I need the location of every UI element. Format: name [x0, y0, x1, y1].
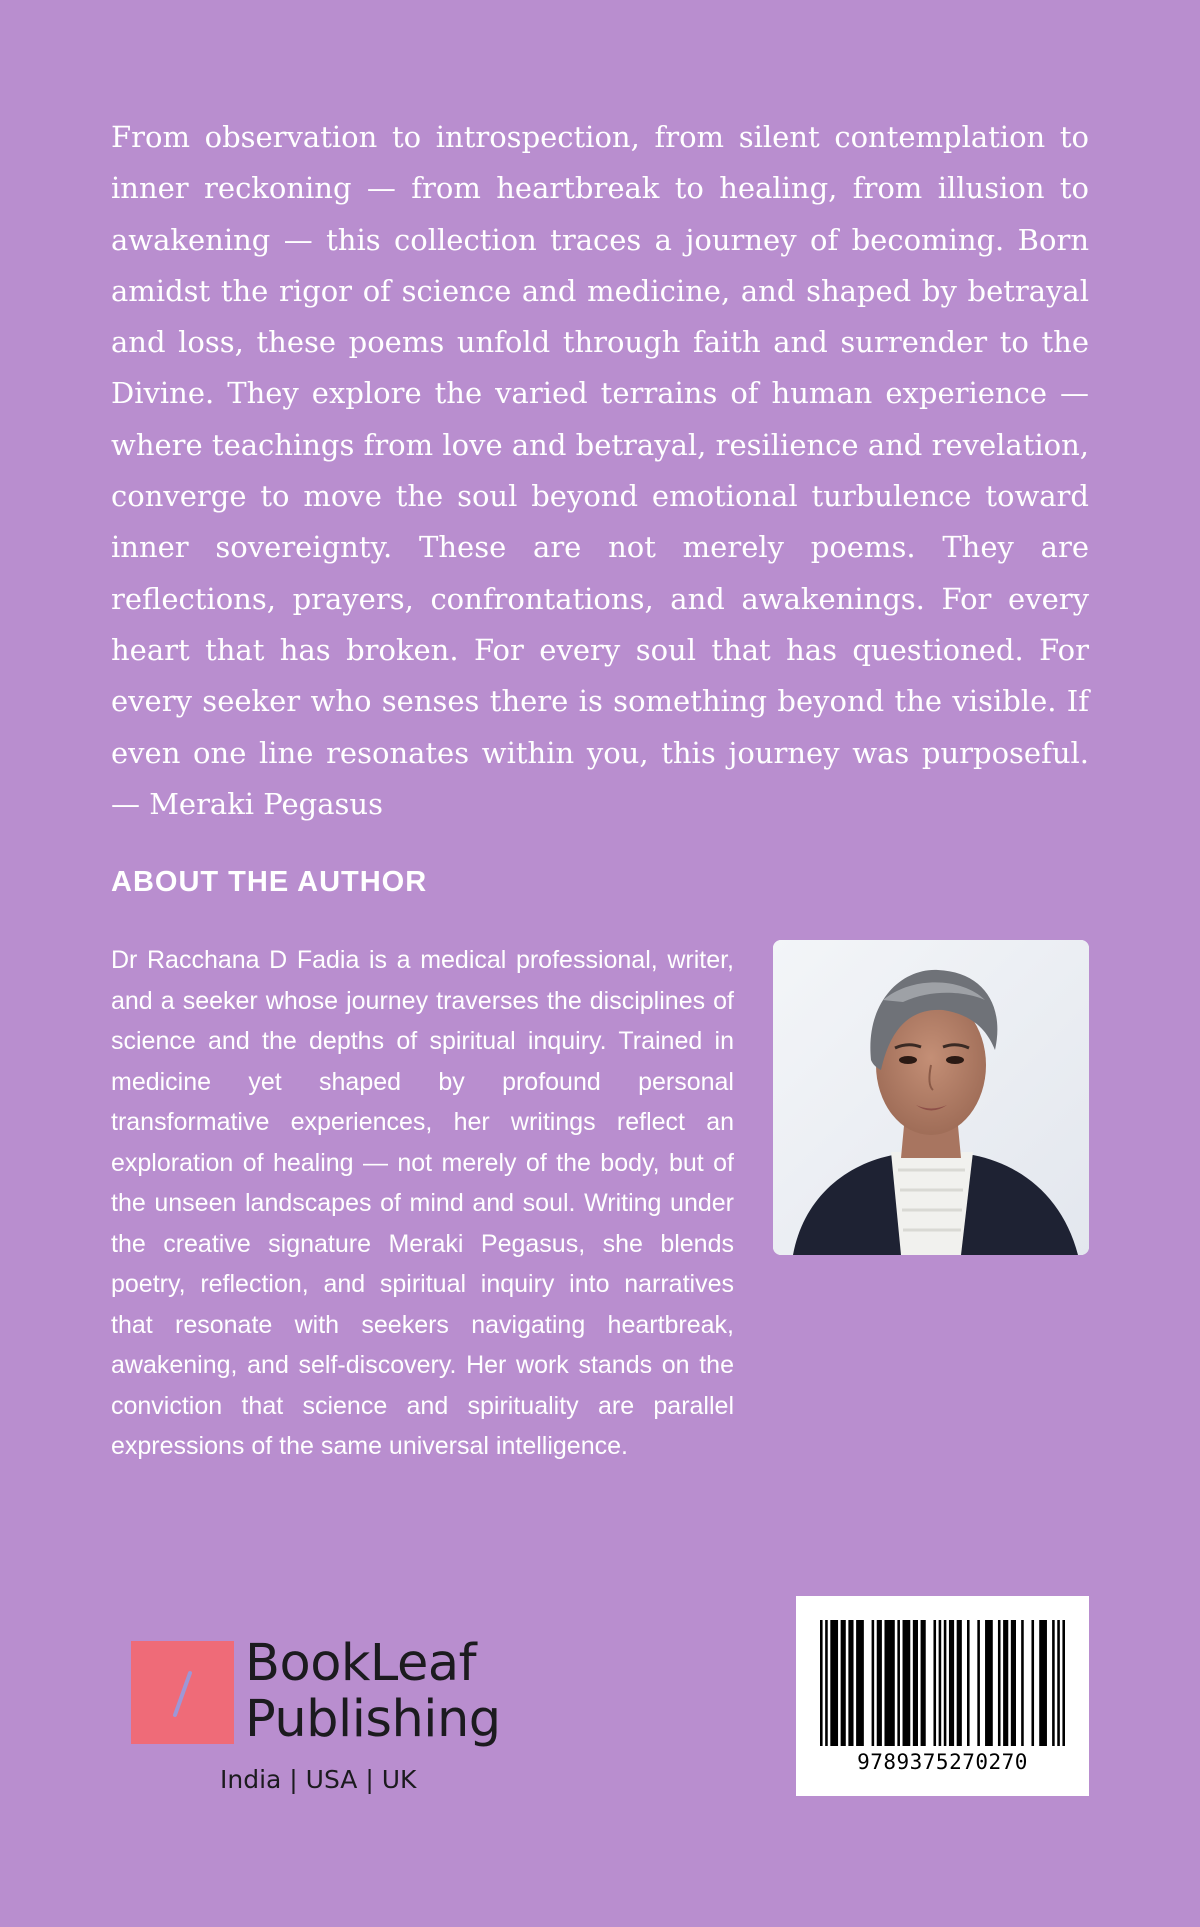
barcode-bar [949, 1620, 954, 1746]
barcode-bar [921, 1620, 926, 1746]
barcode-bar [848, 1620, 853, 1746]
barcode-bar [967, 1620, 970, 1746]
barcode-bar [944, 1620, 947, 1746]
barcode-bar [1039, 1620, 1047, 1746]
publisher-logo-icon [131, 1641, 234, 1744]
barcode-bar [1021, 1620, 1024, 1746]
isbn-number: 9789375270270 [857, 1750, 1028, 1774]
publisher-regions: India | USA | UK [220, 1765, 417, 1794]
publisher-name-line2: Publishing [245, 1690, 501, 1749]
barcode-bar [913, 1620, 918, 1746]
book-blurb: From observation to introspection, from silent contemplation to inner reckoning — from heartbreak to healing, from illusion to awakening — this collection traces a journey of becoming. Born amidst the rigor of science and medicine, and shaped by betrayal and loss, these poems unfold through faith and surrender to the Divine. They explore the varied terrains of human experience — where teachings from love and betrayal, resilience and revelation, converge to move the soul beyond emotional turbulence toward inner sovereignty. These are not merely poems. They are reflections, prayers, confrontations, and awakenings. For every heart that has broken. For every soul that has questioned. For every seeker who senses there is something beyond the visible. If even one line resonates within you, this journey was purposeful. — Meraki Pegasus [111, 120, 1089, 821]
barcode-bar [877, 1620, 882, 1746]
barcode-bar [985, 1620, 993, 1746]
barcode-bar [933, 1620, 936, 1746]
barcode-bar [939, 1620, 942, 1746]
barcode-bar [884, 1620, 894, 1746]
barcode-bar [825, 1620, 828, 1746]
barcode-bar [830, 1620, 838, 1746]
author-bio: Dr Racchana D Fadia is a medical professional, writer, and a seeker whose journey traverses the disciplines of science and the depths of spiritual inquiry. Trained in medicine yet shaped by profound personal transformative experiences, her writings reflect an exploration of healing — not merely of the body, but of the unseen landscapes of mind and soul. Writing under the creative signature Meraki Pegasus, she blends poetry, reflection, and spiritual inquiry into narratives that resonate with seekers navigating heartbreak, awakening, and self-discovery. Her work stands on the conviction that science and spirituality are parallel expressions of the same universal intelligence. [111, 946, 734, 1460]
about-author-heading: ABOUT THE AUTHOR [111, 866, 428, 898]
barcode-bar [897, 1620, 900, 1746]
publisher-name-line1: BookLeaf [245, 1634, 477, 1693]
barcode-bar [872, 1620, 875, 1746]
author-photo [773, 940, 1089, 1255]
barcode-bar [841, 1620, 846, 1746]
barcode-bar [1031, 1620, 1034, 1746]
barcode-bar [1052, 1620, 1055, 1746]
barcode-bar [957, 1620, 962, 1746]
barcode-bars [820, 1620, 1065, 1746]
barcode-bar [1057, 1620, 1060, 1746]
barcode-bar [977, 1620, 980, 1746]
barcode-bar [903, 1620, 911, 1746]
barcode-bar [856, 1620, 864, 1746]
isbn-barcode [796, 1596, 1089, 1796]
barcode-bar [1003, 1620, 1008, 1746]
barcode-bar [820, 1620, 823, 1746]
barcode-bar [998, 1620, 1001, 1746]
barcode-bar [1062, 1620, 1065, 1746]
barcode-bar [1011, 1620, 1016, 1746]
